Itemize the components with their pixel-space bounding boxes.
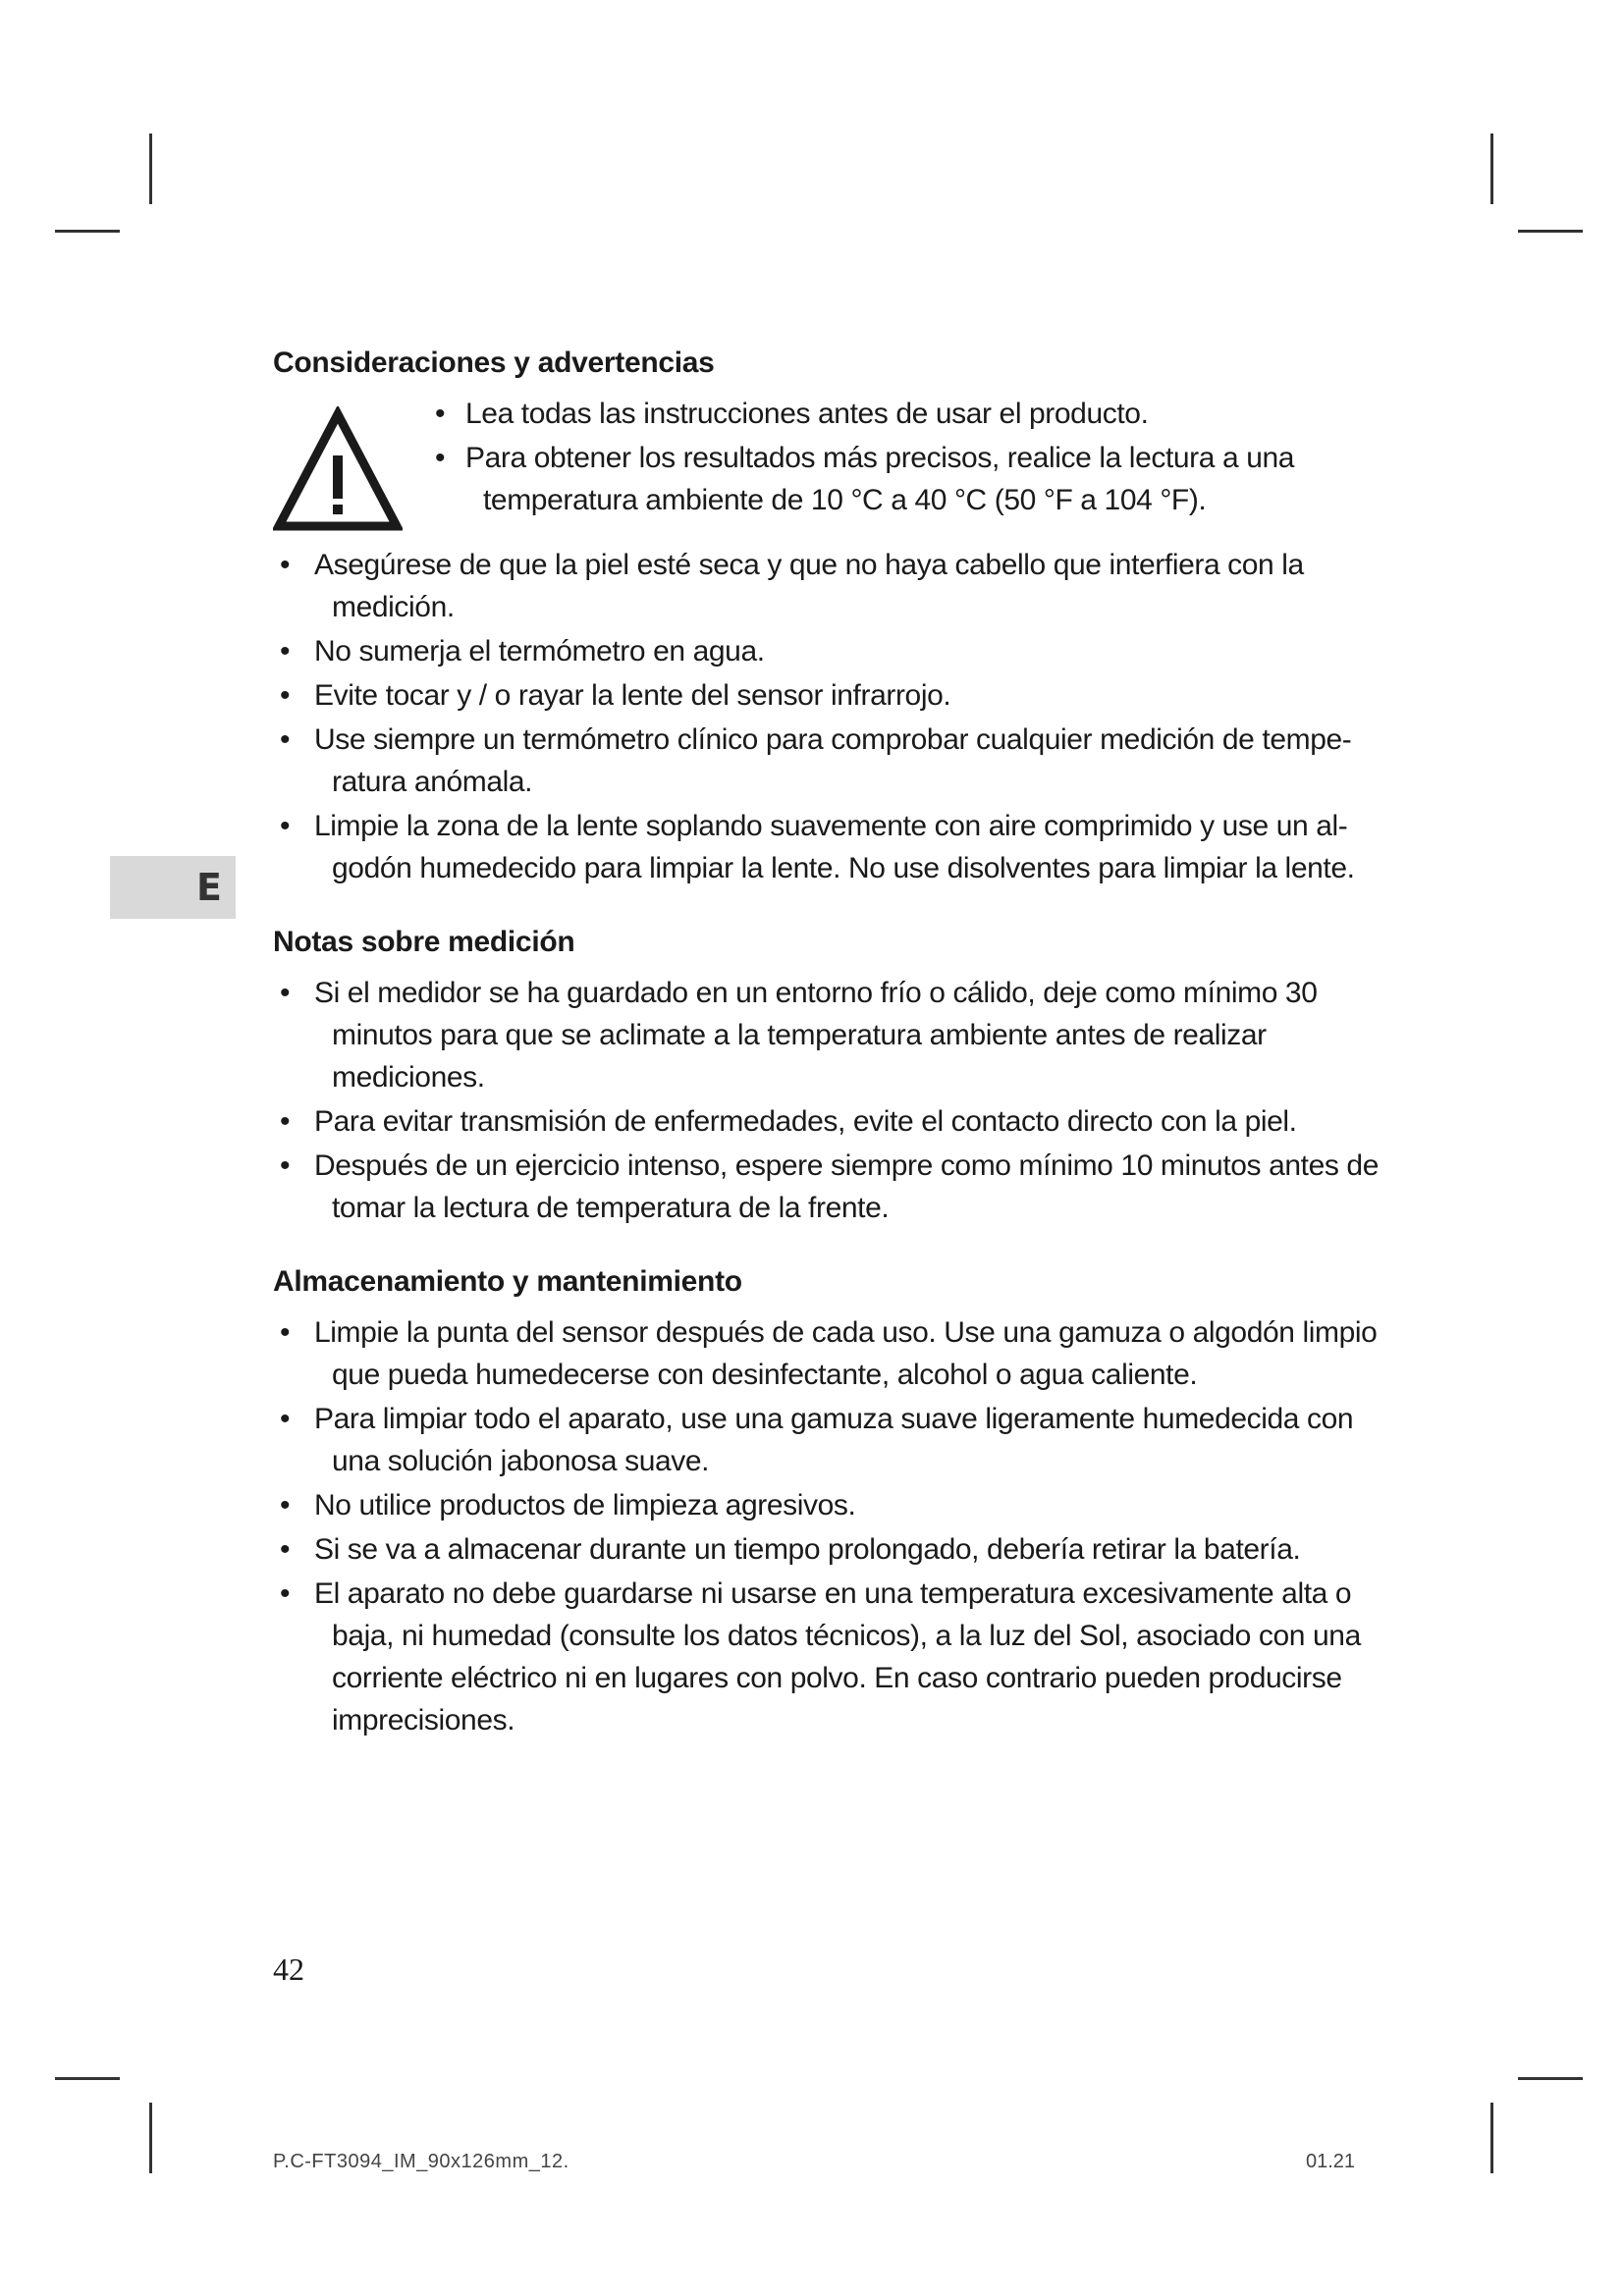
list-item: • El aparato no debe guardarse ni usarse en una temperatura excesivamente alta o baja, ni humedad (consulte los datos técnicos), a la luz del Sol, asociado con una corriente eléctrico ni en lugares con polvo. En caso contrario pueden producirse imprecisiones. xyxy=(273,1573,1382,1741)
footer-date: 01.21 xyxy=(1306,2151,1356,2172)
warning-block xyxy=(273,393,1382,536)
list-item: • Evite tocar y / o rayar la lente del sensor infrarrojo. xyxy=(273,674,1382,717)
section-title-storage: Almacenamiento y mantenimiento xyxy=(273,1265,742,1298)
language-tab-letter: E xyxy=(196,866,222,909)
storage-list xyxy=(273,1311,1382,1741)
list-item: • Limpie la zona de la lente soplando suavemente con aire comprimido y use un al-godón humedecido para limpiar la lente. No use disolventes para limpiar la lente. xyxy=(273,805,1382,889)
crop-mark-top-left-horizontal xyxy=(55,230,120,233)
section-title-considerations: Consideraciones y advertencias xyxy=(273,347,715,379)
list-item: • Después de un ejercicio intenso, espere siempre como mínimo 10 minutos antes de tomar la lectura de temperatura de la frente. xyxy=(273,1145,1382,1229)
crop-mark-bottom-right-horizontal xyxy=(1518,2077,1583,2080)
crop-mark-top-right-vertical xyxy=(1490,133,1493,204)
measurement-list xyxy=(273,972,1382,1229)
considerations-list xyxy=(273,544,1382,889)
list-item: • Si el medidor se ha guardado en un entorno frío o cálido, deje como mínimo 30 minutos para que se aclimate a la temperatura ambiente antes de realizar mediciones. xyxy=(273,972,1382,1098)
section-considerations xyxy=(273,344,1382,889)
section-storage xyxy=(273,1262,1382,1741)
language-tab xyxy=(110,856,236,919)
crop-mark-bottom-left-horizontal xyxy=(55,2077,120,2080)
crop-mark-top-left-vertical xyxy=(149,133,152,204)
page-number: 42 xyxy=(273,1951,304,1987)
crop-mark-top-right-horizontal xyxy=(1518,230,1583,233)
list-item: • No utilice productos de limpieza agresivos. xyxy=(273,1484,1382,1526)
footer-file-code: P.C-FT3094_IM_90x126mm_12. xyxy=(273,2151,569,2172)
list-item: • Use siempre un termómetro clínico para comprobar cualquier medición de tempe-ratura anómala. xyxy=(273,719,1382,803)
warning-list xyxy=(428,393,1382,523)
list-item: • Para obtener los resultados más precisos, realice la lectura a una temperatura ambiente de 10 °C a 40 °C (50 °F a 104 °F). xyxy=(428,437,1382,521)
list-item: • Lea todas las instrucciones antes de usar el producto. xyxy=(428,393,1382,435)
list-item: • Para evitar transmisión de enfermedades, evite el contacto directo con la piel. xyxy=(273,1100,1382,1143)
list-item: • Si se va a almacenar durante un tiempo prolongado, debería retirar la batería. xyxy=(273,1528,1382,1571)
crop-mark-bottom-right-vertical xyxy=(1490,2103,1493,2173)
list-item: • No sumerja el termómetro en agua. xyxy=(273,630,1382,672)
list-item: • Limpie la punta del sensor después de cada uso. Use una gamuza o algodón limpio que pueda humedecerse con desinfectante, alcohol o agua caliente. xyxy=(273,1311,1382,1396)
section-measurement xyxy=(273,923,1382,1229)
page-content xyxy=(273,344,1382,1743)
section-title-measurement: Notas sobre medición xyxy=(273,926,575,958)
warning-triangle-icon xyxy=(273,406,403,536)
list-item: • Para limpiar todo el aparato, use una gamuza suave ligeramente humedecida con una solución jabonosa suave. xyxy=(273,1398,1382,1482)
list-item: • Asegúrese de que la piel esté seca y que no haya cabello que interfiera con la medición. xyxy=(273,544,1382,628)
crop-mark-bottom-left-vertical xyxy=(149,2103,152,2173)
